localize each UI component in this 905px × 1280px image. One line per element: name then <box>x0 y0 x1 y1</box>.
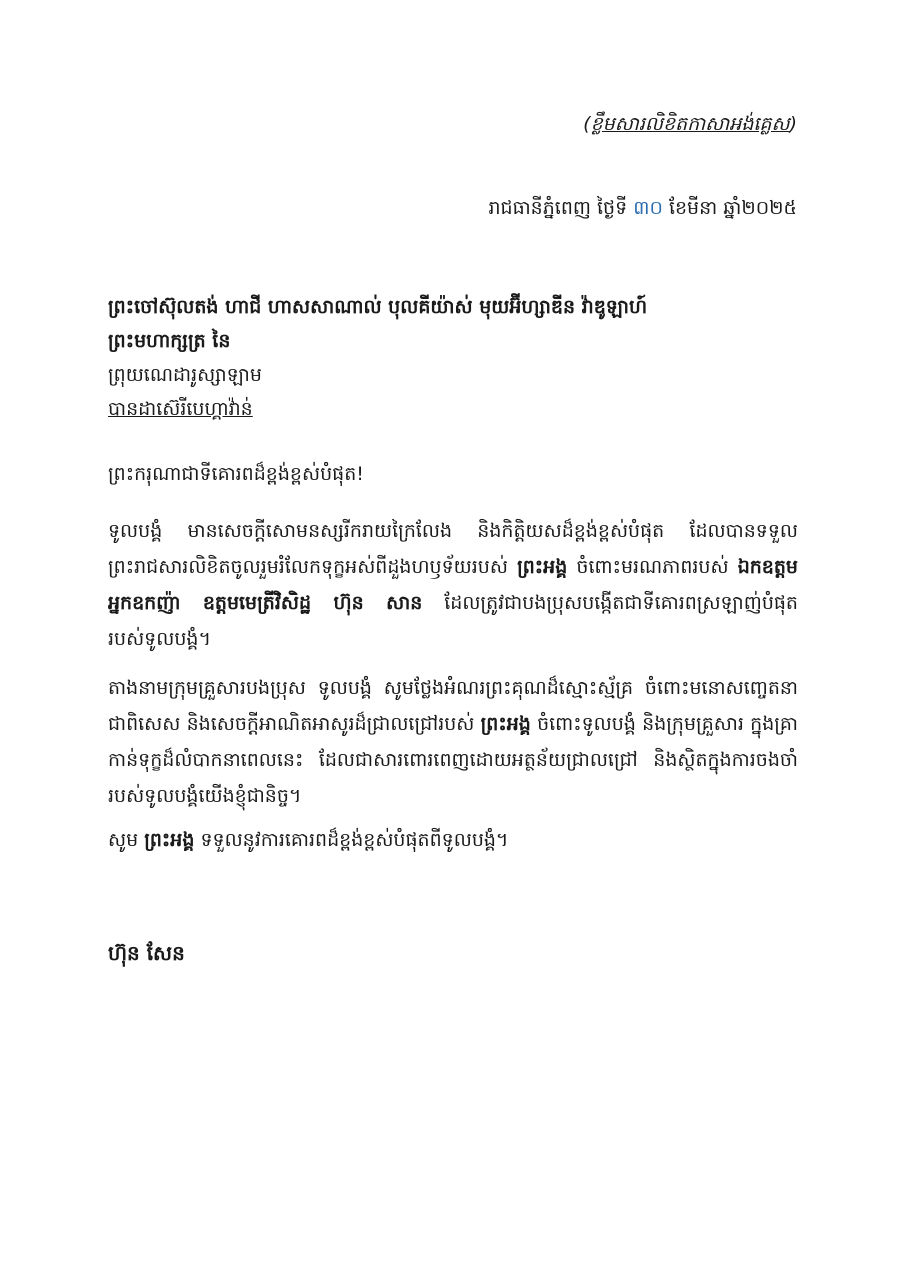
addressee-title: ព្រះមហាក្សត្រ នៃ <box>108 330 231 352</box>
note-open-paren: ( <box>583 113 591 135</box>
p1-bold-deceased-name: ឯកឧត្តមអ្នកឧកញ៉ា ឧត្តមមេត្រីវិសិដ្ឋ ហ៊ុន សាន <box>108 556 798 614</box>
signature: ហ៊ុន សែន <box>108 941 185 965</box>
note-text: ខ្លឹមសារលិខិតកាសាអង់គ្លេស <box>590 113 790 135</box>
p1-text-c: ចំពោះមរណភាពរបស់ <box>576 556 729 578</box>
p2-bold-majesty: ព្រះអង្គ <box>480 713 531 735</box>
p3-text-c: ទទួលនូវការគោរពដ៏ខ្ពង់ខ្ពស់បំផុតពីទូលបង្គំ។ <box>200 829 509 851</box>
addressee-city: បានដាស៊េរីបេហ្គាវ៉ាន់ <box>108 398 253 420</box>
dateline <box>488 196 797 224</box>
p2-text-a: តាងនាមក្រុមគ្រួសារបងប្រុស ទូលបង្គំ សូមថ្លែងអំណរព្រះគុណដ៏ស្មោះស្ម័គ្រ ចំពោះមនោសញ្ចេតនាជាពិសេស និងសេចក្ដីអាណិតអាសូរដ៏ជ្រាលជ្រៅរបស់ <box>108 677 798 735</box>
dateline-day: ៣០ <box>633 197 663 219</box>
note-close-paren: ) <box>789 113 797 135</box>
p1-text-a: ទូលបង្គំ មានសេចក្ដីសោមនស្សរីករាយក្រៃលែង និងកិត្តិយសដ៏ខ្ពង់ខ្ពស់បំផុត ដែលបានទទួលព្រះរាជសារលិខិតចូលរួមរំលែកទុក្ខអស់ពីដួងហឫទ័យរបស់ <box>108 520 798 578</box>
translation-note <box>583 112 797 140</box>
paragraph-3 <box>108 822 798 858</box>
paragraph-2 <box>108 670 798 814</box>
paragraph-1 <box>108 513 798 657</box>
dateline-prefix: រាជធានីភ្នំពេញ ថ្ងៃទី <box>488 197 628 219</box>
p3-text-a: សូម <box>108 829 139 851</box>
p1-text-e: ដែលត្រូវជាបងប្រុសបង្កើតជាទីគោរពស្រឡាញ់បំផុតរបស់ទូលបង្គំ។ <box>108 592 798 650</box>
addressee-country: ព្រុយណេដារូស្សាឡាម <box>108 364 262 386</box>
dateline-suffix: ខែមីនា ឆ្នាំ២០២៥ <box>668 197 797 219</box>
salutation: ព្រះករុណាជាទីគោរពដ៏ខ្ពង់ខ្ពស់បំផុត! <box>108 463 364 485</box>
addressee-block <box>108 290 808 426</box>
p2-text-c: ចំពោះទូលបង្គំ និងក្រុមគ្រួសារ ក្នុងគ្រាកាន់ទុក្ខដ៏លំបាកនាពេលនេះ ដែលជាសារពោរពេញដោយអត្ថន័យជ្រាលជ្រៅ និងស្ថិតក្នុងការចងចាំរបស់ទូលបង្គំយើងខ្ញុំជានិច្ច។ <box>108 713 799 807</box>
addressee-name: ព្រះចៅស៊ុលតង់ ហាជី ហាសសាណាល់ បុលគីយ៉ាស់ មុយអ៊ីហ្សាឌីន វ៉ាឌូឡាហ៍ <box>108 296 648 318</box>
p3-bold-majesty: ព្រះអង្គ <box>144 829 195 851</box>
p1-bold-majesty: ព្រះអង្គ <box>517 556 568 578</box>
